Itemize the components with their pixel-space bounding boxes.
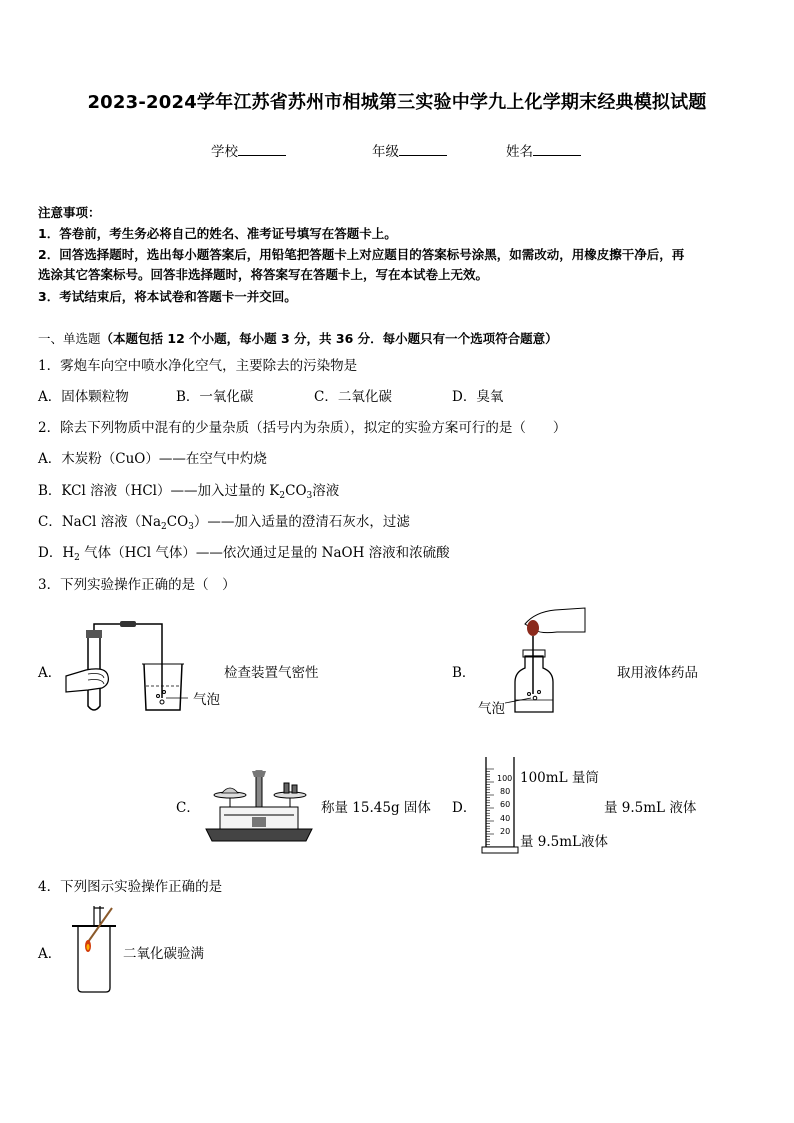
q3-b-caption: 取用液体药品 <box>617 665 698 681</box>
q2-option-a: A．木炭粉（CuO）——在空气中灼烧 <box>38 451 267 467</box>
school-label: 学校 <box>211 144 238 160</box>
q2-option-b <box>38 479 339 499</box>
q1-option-d: D．臭氧 <box>452 389 504 405</box>
notice-num-1: 1． <box>38 226 60 241</box>
q3-d-caption: 量 9.5mL 液体 <box>604 800 697 816</box>
dropper-figure <box>505 606 590 716</box>
q4-stem: 4．下列图示实验操作正确的是 <box>38 879 223 895</box>
q2-d-post: 气体（HCl 气体）——依次通过足量的 NaOH 溶液和浓硫酸 <box>79 545 450 561</box>
q3-b-bubble-label: 气泡 <box>478 701 505 717</box>
name-blank <box>533 143 581 156</box>
q3-b-label: B． <box>452 665 476 681</box>
notice-text-1: 答卷前，考生务必将自己的姓名、准考证号填写在答题卡上。 <box>59 226 397 241</box>
name-field <box>506 140 581 160</box>
notice-text-2b: 选涂其它答案标号。回答非选择题时，将答案写在答题卡上，写在本试卷上无效。 <box>38 267 489 282</box>
q2-c-sub2: 3 <box>188 522 194 532</box>
notice-item-2 <box>38 245 684 263</box>
q2-c-mid: CO <box>166 514 189 530</box>
cylinder-tick-label: 100 <box>497 774 513 783</box>
q2-c-pre: C．NaCl 溶液（Na <box>38 514 161 530</box>
q2-option-d <box>38 541 450 561</box>
q2-b-post: 溶液 <box>312 483 340 499</box>
notice-item-1 <box>38 224 397 242</box>
q1-option-c: C．二氧化碳 <box>314 389 392 405</box>
q2-d-pre: D．H <box>38 545 75 561</box>
q2-b-sub1: 2 <box>279 491 286 501</box>
balance-figure <box>202 767 316 845</box>
section-heading <box>38 329 558 347</box>
school-field <box>211 140 286 160</box>
school-blank <box>238 143 286 156</box>
page-title: 2023-2024学年江苏省苏州市相城第三实验中学九上化学期末经典模拟试题 <box>87 92 707 113</box>
airtightness-check-figure <box>58 618 193 715</box>
name-label: 姓名 <box>506 144 533 160</box>
q3-d-cylinder-label: 100mL 量筒 <box>520 770 599 786</box>
notice-item-3 <box>38 287 297 305</box>
q3-a-label: A． <box>38 665 62 681</box>
q3-stem: 3．下列实验操作正确的是（ ） <box>38 577 236 593</box>
notice-text-2a: 回答选择题时，选出每小题答案后，用铅笔把答题卡上对应题目的答案标号涂黑，如需改动，用橡皮擦干净后，再 <box>59 247 685 262</box>
q1-option-b: B．一氧化碳 <box>176 389 254 405</box>
cylinder-tick-label: 80 <box>500 787 511 797</box>
section-title: 一、单选题 <box>38 331 101 346</box>
notice-num-2: 2． <box>38 247 60 262</box>
q2-c-post: ）——加入适量的澄清石灰水，过滤 <box>193 514 410 530</box>
q3-c-caption: 称量 15.45g 固体 <box>321 800 431 816</box>
q3-c-label: C． <box>176 800 200 816</box>
q4-a-label: A． <box>38 946 62 962</box>
cylinder-tick-label: 40 <box>500 813 511 823</box>
cylinder-scale <box>497 772 512 838</box>
q2-b-sub2: 3 <box>306 491 313 501</box>
q1-stem: 1．雾炮车向空中喷水净化空气，主要除去的污染物是 <box>38 358 358 374</box>
q2-b-mid: CO <box>285 483 307 499</box>
cylinder-tick-label: 60 <box>500 800 511 810</box>
q1-option-a: A．固体颗粒物 <box>38 389 129 405</box>
q3-d-label: D． <box>452 800 477 816</box>
q2-b-pre: B．KCl 溶液（HCl）——加入过量的 K <box>38 483 280 499</box>
co2-full-check-figure <box>68 906 118 994</box>
q3-d-scale-label: 量 9.5mL液体 <box>520 834 609 850</box>
notice-text-3: 考试结束后，将本试卷和答题卡一并交回。 <box>59 289 297 304</box>
grade-field <box>372 140 447 160</box>
section-desc: （本题包括 12 个小题，每小题 3 分，共 36 分．每小题只有一个选项符合题意） <box>100 331 558 346</box>
grade-blank <box>399 143 447 156</box>
q3-a-bubble-label: 气泡 <box>193 692 220 708</box>
q2-c-sub1: 2 <box>161 522 167 532</box>
q2-option-c <box>38 510 410 530</box>
grade-label: 年级 <box>372 144 399 160</box>
cylinder-tick-label: 20 <box>500 826 511 836</box>
q4-a-caption: 二氧化碳验满 <box>123 946 204 962</box>
notice-num-3: 3． <box>38 289 60 304</box>
q2-stem: 2．除去下列物质中混有的少量杂质（括号内为杂质），拟定的实验方案可行的是（ ） <box>38 420 567 436</box>
notice-heading: 注意事项： <box>38 205 101 220</box>
q3-a-caption: 检查装置气密性 <box>224 665 319 681</box>
q2-d-sub: 2 <box>74 553 80 563</box>
